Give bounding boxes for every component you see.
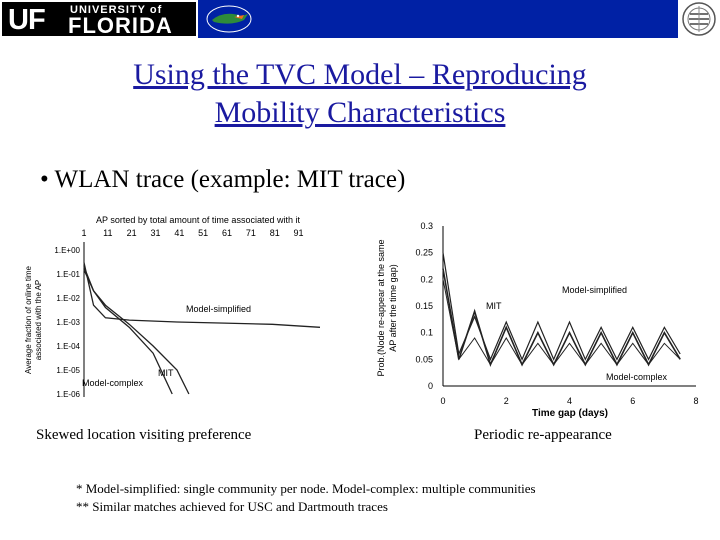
left-chart-ylabel-2: associated with the AP [34, 279, 43, 361]
left-chart-x-tick: 41 [174, 228, 185, 238]
right-chart-x-ticks [440, 396, 698, 406]
left-chart-label-complex: Model-complex [82, 378, 144, 388]
left-chart-y-tick: 1.E-05 [56, 366, 80, 375]
right-chart [374, 218, 710, 422]
left-chart-y-tick: 1.E-03 [56, 318, 80, 327]
right-chart-x-tick: 8 [693, 396, 699, 406]
right-chart-xlabel: Time gap (days) [532, 408, 608, 419]
right-chart-y-tick: 0 [427, 381, 433, 391]
uf-logo-letters: UF [8, 4, 45, 36]
left-chart-y-tick: 1.E-02 [56, 294, 80, 303]
right-chart-label-simplified: Model-simplified [562, 285, 628, 295]
right-chart-y-tick: 0.25 [415, 247, 433, 258]
right-chart-x-tick: 0 [440, 396, 446, 406]
left-chart-y-tick: 1.E-06 [56, 390, 80, 399]
right-chart-label-mit: MIT [486, 301, 502, 311]
left-chart-x-tick: 91 [293, 228, 304, 238]
footnote-1: * Model-simplified: single community per node. Model-complex: multiple communities [76, 481, 536, 496]
right-chart-x-tick: 6 [630, 396, 636, 406]
uf-logo-florida: FLORIDA [68, 13, 173, 38]
slide-title-line2: Mobility Characteristics [214, 96, 506, 129]
right-chart-y-ticks [415, 221, 433, 391]
footnote-2: ** Similar matches achieved for USC and Dartmouth traces [76, 499, 388, 514]
right-chart-y-tick: 0.05 [415, 354, 433, 365]
right-chart-x-tick: 4 [566, 396, 573, 406]
left-chart-x-tick: 71 [245, 228, 256, 238]
left-chart-x-tick: 11 [103, 228, 113, 238]
slide-title [0, 56, 720, 132]
right-series-line-model-simplified [443, 253, 680, 360]
uf-logo [0, 0, 198, 38]
right-chart-y-tick: 0.15 [415, 301, 433, 311]
right-chart-caption: Periodic re-appearance [474, 427, 612, 443]
left-chart-x-tick: 81 [269, 228, 280, 238]
left-chart-y-ticks [54, 246, 80, 399]
left-chart-caption: Skewed location visiting preference [36, 427, 252, 443]
right-chart-y-tick: 0.2 [420, 274, 433, 285]
left-chart-x-tick: 61 [222, 228, 233, 238]
slide-title-line1: Using the TVC Model – Reproducing [133, 58, 587, 91]
right-chart-series [443, 253, 680, 365]
header-bar [0, 0, 720, 38]
left-chart-x-tick: 1 [81, 228, 87, 238]
left-chart-y-tick: 1.E-01 [56, 270, 80, 279]
left-chart-label-mit: MIT [158, 368, 174, 378]
bullet-wlan-trace: • WLAN trace (example: MIT trace) [40, 166, 406, 193]
gator-logo-icon [204, 2, 254, 36]
left-chart [20, 212, 330, 412]
left-chart-x-ticks [81, 228, 303, 238]
right-chart-x-tick: 2 [503, 396, 509, 406]
left-chart-y-tick: 1.E-04 [56, 342, 80, 351]
nomads-seal-icon [678, 0, 720, 38]
right-chart-label-complex: Model-complex [606, 372, 668, 382]
left-chart-ylabel-1: Average fraction of online time [24, 266, 33, 374]
right-chart-ylabel-2: AP after the time gap) [388, 264, 398, 352]
right-chart-ylabel-1: Prob.(Node re-appear at the same [376, 239, 386, 377]
left-chart-label-simplified: Model-simplified [186, 304, 252, 314]
left-chart-y-tick: 1.E+00 [54, 246, 80, 255]
right-chart-y-tick: 0.1 [420, 327, 433, 338]
right-chart-y-tick: 0.3 [420, 221, 433, 231]
left-chart-x-tick: 31 [150, 228, 161, 238]
left-chart-top-label: AP sorted by total amount of time associated with it [96, 215, 300, 225]
left-chart-x-tick: 21 [126, 228, 137, 238]
left-chart-x-tick: 51 [198, 228, 209, 238]
uf-logo-university: UNIVERSITY of [70, 4, 163, 16]
left-chart-series [84, 263, 320, 394]
left-series-line-model-simplified [84, 263, 320, 328]
